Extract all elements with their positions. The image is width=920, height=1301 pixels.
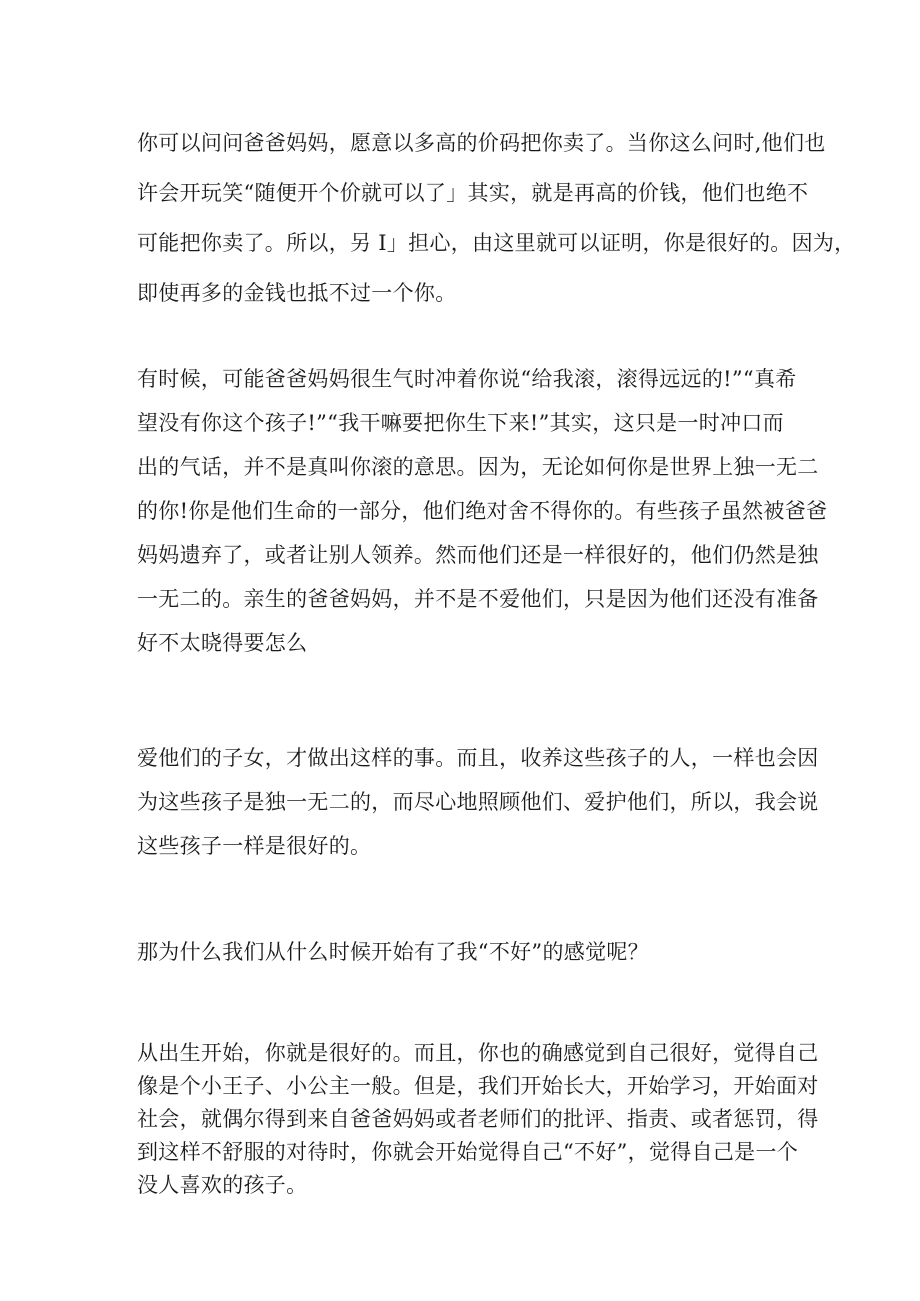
text-line: 即使再多的金钱也抵不过一个你。 xyxy=(137,281,457,305)
paragraph-3 xyxy=(137,736,819,868)
paragraph-4 xyxy=(137,930,805,974)
text-line: 你可以问问爸爸妈妈，愿意以多高的价码把你卖了。当你这么问时,他们也 xyxy=(137,131,826,155)
text-line: 可能把你卖了。所以，另 I」担心，由这里就可以证明，你是很好的。因为， xyxy=(137,231,856,255)
text-line: 社会，就偶尔得到来自爸爸妈妈或者老师们的批评、指责、或者惩罚，得 xyxy=(137,1107,819,1131)
text-line: 到这样不舒服的对待时，你就会开始觉得自己“不好”，觉得自己是一个 xyxy=(137,1140,799,1164)
paragraph-2 xyxy=(137,357,828,665)
paragraph-1 xyxy=(137,118,856,318)
text-line: 没人喜欢的孩子。 xyxy=(137,1173,308,1197)
text-line: 望没有你这个孩子!”“我干嘛要把你生下来!”其实，这只是一时冲口而 xyxy=(137,411,784,435)
text-line: 爱他们的子女，才做出这样的事。而且，收养这些孩子的人，一样也会因 xyxy=(137,746,819,770)
text-line: 有时候，可能爸爸妈妈很生气时冲着你说“给我滚，滚得远远的!”“真希 xyxy=(137,367,797,391)
text-line: 从出生开始，你就是很好的。而且，你也的确感觉到自己很好，觉得自己 xyxy=(137,1041,819,1065)
text-line: 这些孩子一样是很好的。 xyxy=(137,834,372,858)
text-line: 许会开玩笑“随便开个价就可以了」其实，就是再高的价钱，他们也绝不 xyxy=(137,181,809,205)
text-line: 好不太晓得要怎么 xyxy=(137,631,308,655)
text-line: 像是个小王子、小公主一般。但是，我们开始长大，开始学习，开始面对 xyxy=(137,1074,819,1098)
text-line: 一无二的。亲生的爸爸妈妈，并不是不爱他们，只是因为他们还没有准备 xyxy=(137,587,819,611)
text-line: 出的气话，并不是真叫你滚的意思。因为，无论如何你是世界上独一无二 xyxy=(137,455,819,479)
text-line: 妈妈遗弃了，或者让别人领养。然而他们还是一样很好的，他们仍然是独 xyxy=(137,543,819,567)
text-line: 那为什么我们从什么时候开始有了我“不好”的感觉呢？ xyxy=(137,940,649,964)
paragraph-5 xyxy=(137,1037,819,1202)
text-line: 为这些孩子是独一无二的，而尽心地照顾他们、爱护他们，所以，我会说 xyxy=(137,790,819,814)
text-line: 的你!你是他们生命的一部分，他们绝对舍不得你的。有些孩子虽然被爸爸 xyxy=(137,499,828,523)
